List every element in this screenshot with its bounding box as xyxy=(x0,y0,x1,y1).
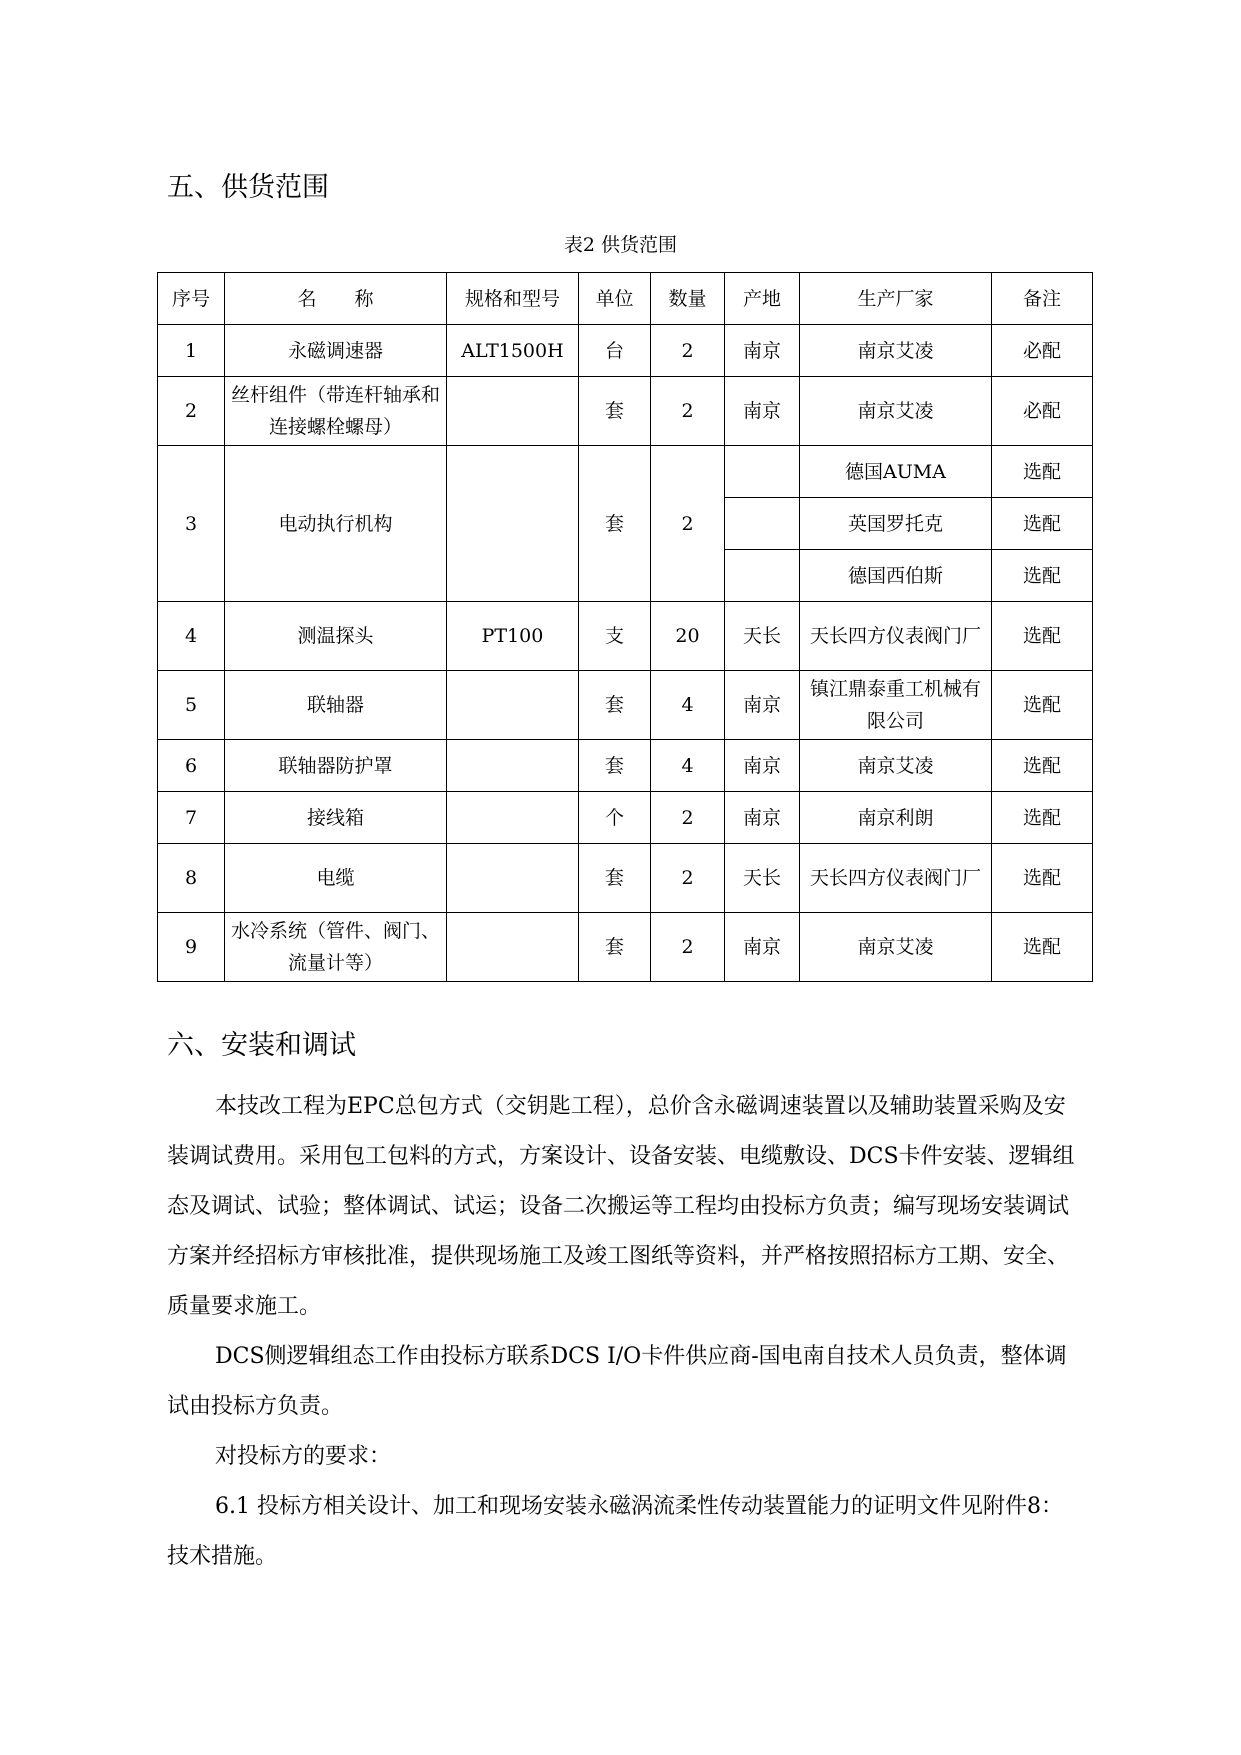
cell-unit: 套 xyxy=(579,844,651,913)
cell-qty: 2 xyxy=(651,913,725,982)
cell-note: 选配 xyxy=(992,913,1093,982)
cell-model xyxy=(447,913,579,982)
paragraph-dcs: DCS侧逻辑组态工作由投标方联系DCS I/O卡件供应商-国电南自技术人员负责，整体调试由投标方负责。 xyxy=(167,1344,1067,1419)
header-cell: 序号 xyxy=(158,273,225,325)
cell-qty: 2 xyxy=(651,446,725,602)
cell-unit: 套 xyxy=(579,740,651,792)
table-row xyxy=(158,792,1093,844)
table-row xyxy=(158,602,1093,671)
cell-maker: 南京艾凌 xyxy=(800,740,992,792)
cell-unit: 套 xyxy=(579,671,651,740)
header-cell: 名 称 xyxy=(225,273,447,325)
cell-name: 联轴器防护罩 xyxy=(225,740,447,792)
cell-no: 3 xyxy=(158,446,225,602)
section-5-heading: 五、供货范围 xyxy=(167,172,329,203)
cell-qty: 2 xyxy=(651,325,725,377)
cell-name: 水冷系统（管件、阀门、流量计等） xyxy=(225,913,447,982)
cell-no: 1 xyxy=(158,325,225,377)
cell-origin: 南京 xyxy=(725,740,800,792)
cell-qty: 4 xyxy=(651,671,725,740)
cell-maker: 南京艾凌 xyxy=(800,913,992,982)
cell-note: 选配 xyxy=(992,740,1093,792)
cell-name: 永磁调速器 xyxy=(225,325,447,377)
cell-origin: 天长 xyxy=(725,602,800,671)
header-cell: 数量 xyxy=(651,273,725,325)
cell-maker: 天长四方仪表阀门厂 xyxy=(800,602,992,671)
cell-model: PT100 xyxy=(447,602,579,671)
cell-unit: 套 xyxy=(579,446,651,602)
cell-no: 7 xyxy=(158,792,225,844)
cell-note: 选配 xyxy=(992,446,1093,498)
cell-no: 8 xyxy=(158,844,225,913)
cell-maker: 天长四方仪表阀门厂 xyxy=(800,844,992,913)
cell-unit: 支 xyxy=(579,602,651,671)
table-header-row xyxy=(158,273,1093,325)
header-cell: 单位 xyxy=(579,273,651,325)
cell-maker: 镇江鼎泰重工机械有限公司 xyxy=(800,671,992,740)
header-cell: 规格和型号 xyxy=(447,273,579,325)
cell-no: 2 xyxy=(158,377,225,446)
cell-note: 选配 xyxy=(992,498,1093,550)
cell-origin: 南京 xyxy=(725,792,800,844)
header-cell: 生产厂家 xyxy=(800,273,992,325)
supply-scope-table xyxy=(157,272,1093,982)
table-row xyxy=(158,325,1093,377)
cell-name: 测温探头 xyxy=(225,602,447,671)
cell-note: 选配 xyxy=(992,844,1093,913)
cell-name: 电缆 xyxy=(225,844,447,913)
cell-maker: 德国西伯斯 xyxy=(800,550,992,602)
cell-qty: 4 xyxy=(651,740,725,792)
cell-model xyxy=(447,844,579,913)
cell-origin: 南京 xyxy=(725,325,800,377)
cell-no: 4 xyxy=(158,602,225,671)
cell-no: 9 xyxy=(158,913,225,982)
cell-note: 选配 xyxy=(992,671,1093,740)
cell-unit: 套 xyxy=(579,913,651,982)
cell-model xyxy=(447,377,579,446)
paragraph-requirements-intro: 对投标方的要求： xyxy=(215,1444,392,1469)
cell-model xyxy=(447,792,579,844)
cell-no: 6 xyxy=(158,740,225,792)
table-row xyxy=(158,913,1093,982)
cell-qty: 2 xyxy=(651,844,725,913)
cell-maker: 德国AUMA xyxy=(800,446,992,498)
cell-origin xyxy=(725,498,800,550)
cell-origin: 南京 xyxy=(725,671,800,740)
table-row xyxy=(158,671,1093,740)
cell-model xyxy=(447,446,579,602)
cell-unit: 套 xyxy=(579,377,651,446)
paragraph-epc: 本技改工程为EPC总包方式（交钥匙工程），总价含永磁调速装置以及辅助装置采购及安装调试费用。采用包工包料的方式，方案设计、设备安装、电缆敷设、DCS卡件安装、逻辑组态及调试、试验；整体调试、试运；设备二次搬运等工程均由投标方负责；编写现场安装调试方案并经招标方审核批准，提供现场施工及竣工图纸等资料，并严格按照招标方工期、安全、质量要求施工。 xyxy=(167,1094,1075,1319)
cell-maker: 南京利朗 xyxy=(800,792,992,844)
cell-origin: 南京 xyxy=(725,377,800,446)
cell-no: 5 xyxy=(158,671,225,740)
cell-maker: 南京艾凌 xyxy=(800,325,992,377)
cell-name: 联轴器 xyxy=(225,671,447,740)
cell-note: 选配 xyxy=(992,550,1093,602)
cell-qty: 2 xyxy=(651,792,725,844)
cell-maker: 英国罗托克 xyxy=(800,498,992,550)
cell-origin xyxy=(725,446,800,498)
table-row xyxy=(158,740,1093,792)
table-row xyxy=(158,446,1093,498)
cell-note: 选配 xyxy=(992,792,1093,844)
cell-name: 接线箱 xyxy=(225,792,447,844)
header-cell: 备注 xyxy=(992,273,1093,325)
cell-origin: 南京 xyxy=(725,913,800,982)
cell-unit: 台 xyxy=(579,325,651,377)
cell-name: 丝杆组件（带连杆轴承和连接螺栓螺母） xyxy=(225,377,447,446)
cell-origin xyxy=(725,550,800,602)
cell-note: 必配 xyxy=(992,377,1093,446)
cell-model xyxy=(447,740,579,792)
cell-model xyxy=(447,671,579,740)
table-row xyxy=(158,844,1093,913)
cell-note: 选配 xyxy=(992,602,1093,671)
cell-model: ALT1500H xyxy=(447,325,579,377)
cell-maker: 南京艾凌 xyxy=(800,377,992,446)
table-caption: 表2 供货范围 xyxy=(563,234,678,256)
cell-qty: 20 xyxy=(651,602,725,671)
paragraph-requirement-6-1: 6.1 投标方相关设计、加工和现场安装永磁涡流柔性传动装置能力的证明文件见附件8：技术措施。 xyxy=(167,1494,1063,1569)
cell-unit: 个 xyxy=(579,792,651,844)
cell-name: 电动执行机构 xyxy=(225,446,447,602)
cell-note: 必配 xyxy=(992,325,1093,377)
cell-qty: 2 xyxy=(651,377,725,446)
table-row xyxy=(158,377,1093,446)
cell-origin: 天长 xyxy=(725,844,800,913)
section-6-heading: 六、安装和调试 xyxy=(167,1030,356,1061)
header-cell: 产地 xyxy=(725,273,800,325)
